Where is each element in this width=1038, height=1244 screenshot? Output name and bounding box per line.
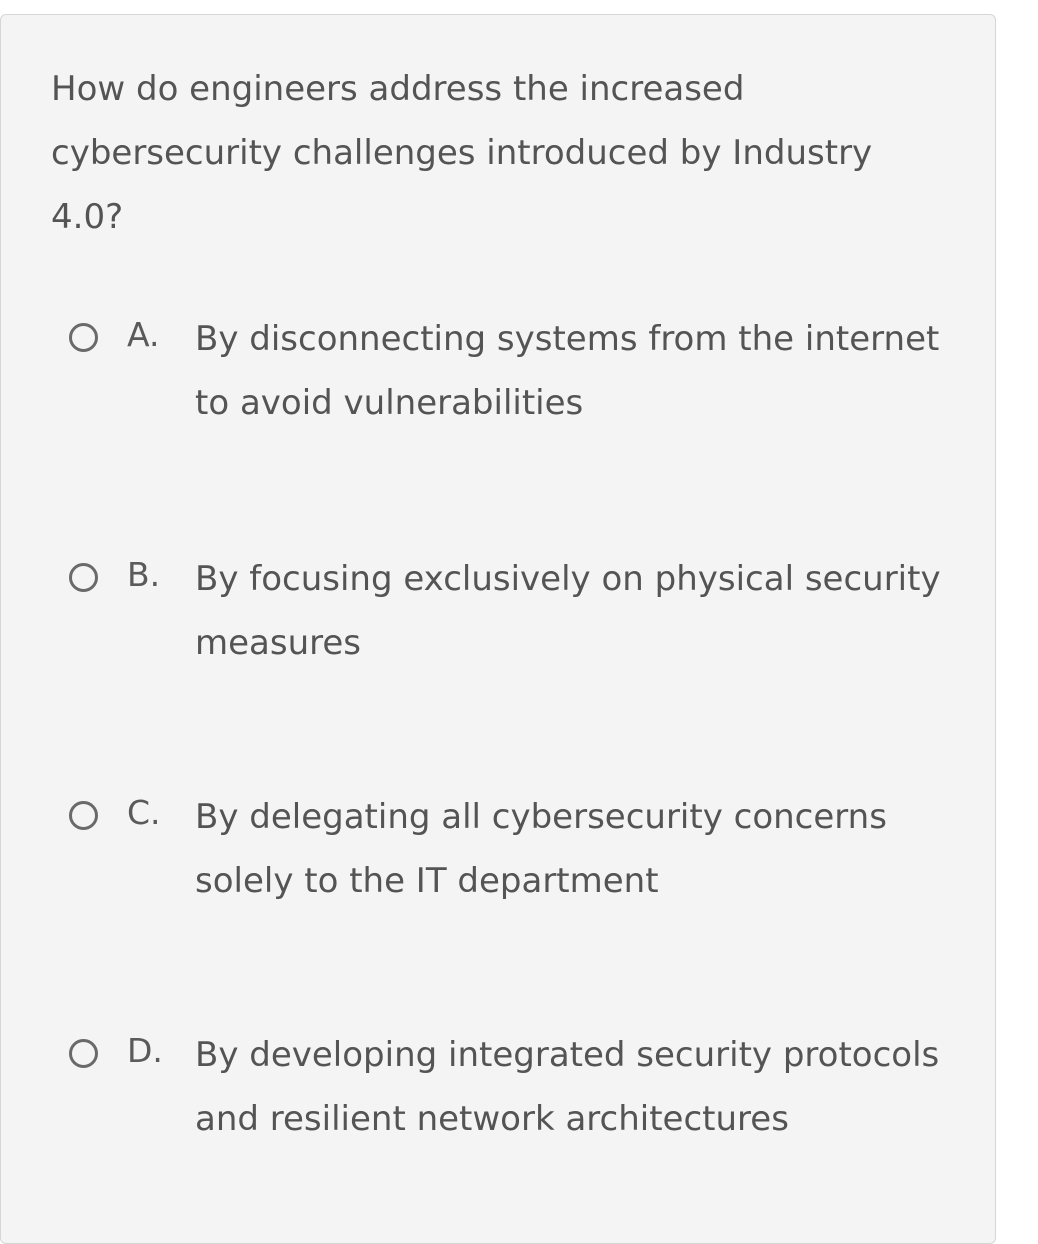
question-card	[0, 14, 996, 1244]
radio-button-b[interactable]	[69, 563, 98, 592]
option-text-b: By focusing exclusively on physical security measures	[195, 559, 941, 663]
option-letter-c: C.	[127, 793, 161, 832]
radio-button-a[interactable]	[69, 323, 98, 352]
radio-button-c[interactable]	[69, 801, 98, 830]
option-d[interactable]	[69, 1031, 969, 1187]
option-letter-d: D.	[127, 1031, 163, 1070]
question-text: How do engineers address the increased cybersecurity challenges introduced by Industry 4.0?	[51, 69, 873, 237]
radio-button-d[interactable]	[69, 1039, 98, 1068]
option-text-d: By developing integrated security protocols and resilient network architectures	[195, 1035, 940, 1139]
option-c[interactable]	[69, 793, 969, 949]
option-b[interactable]	[69, 555, 969, 711]
option-text-c: By delegating all cybersecurity concerns solely to the IT department	[195, 797, 887, 901]
option-letter-b: B.	[127, 555, 161, 594]
option-letter-a: A.	[127, 315, 160, 354]
option-a[interactable]	[69, 315, 969, 471]
option-text-a: By disconnecting systems from the internet to avoid vulnerabilities	[195, 319, 940, 423]
